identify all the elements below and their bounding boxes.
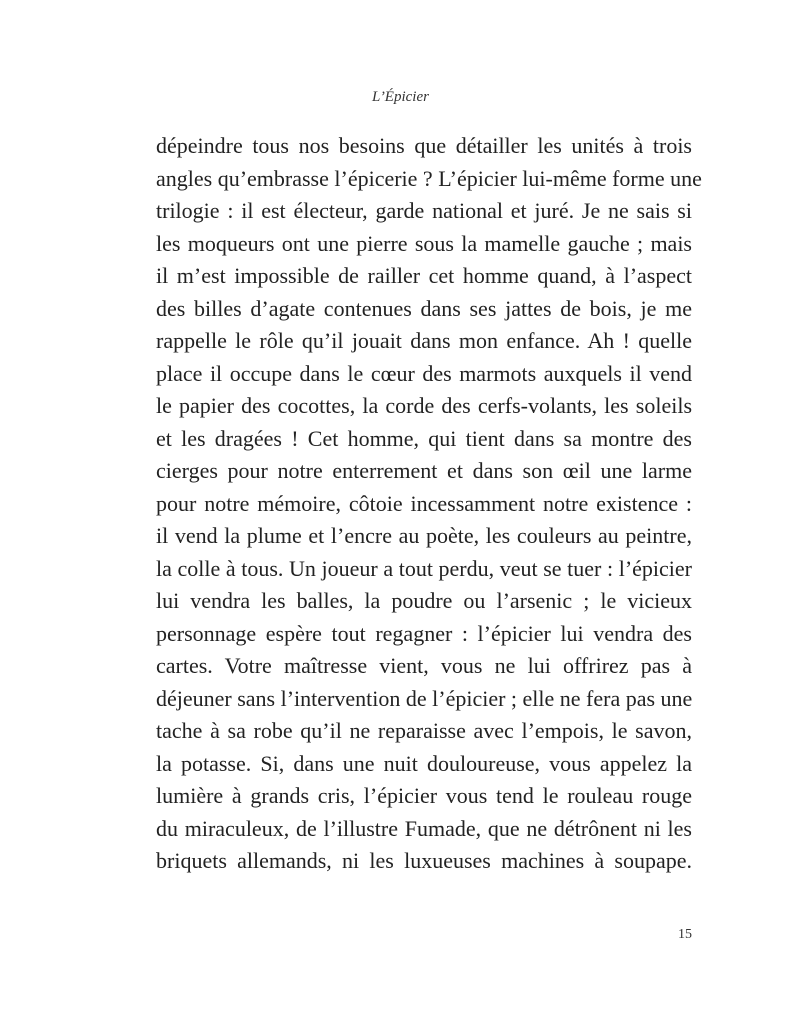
text-line: place il occupe dans le cœur des marmots auxquels il vend — [156, 360, 692, 386]
page-number: 15 — [678, 927, 692, 942]
text-line: briquets allemands, ni les luxueuses machines à soupape. — [156, 848, 692, 873]
body-text — [156, 130, 702, 878]
text-line: trilogie : il est électeur, garde national et juré. Je ne sais si — [156, 198, 692, 223]
text-line: les moqueurs ont une pierre sous la mamelle gauche ; mais — [156, 230, 692, 256]
text-line: et les dragées ! Cet homme, qui tient dans sa montre des — [156, 425, 692, 451]
text-line: la potasse. Si, dans une nuit douloureuse, vous appelez la — [156, 750, 692, 776]
text-line: cartes. Votre maîtresse vient, vous ne lui offrirez pas à — [156, 653, 692, 678]
text-line: la colle à tous. Un joueur a tout perdu, veut se tuer : l’épicier — [156, 555, 692, 581]
text-line: dépeindre tous nos besoins que détailler les unités à trois — [156, 133, 692, 158]
text-line: cierges pour notre enterrement et dans son œil une larme — [156, 458, 692, 483]
running-head: L’Épicier — [372, 89, 429, 105]
text-line: déjeuner sans l’intervention de l’épicier ; elle ne fera pas une — [156, 685, 693, 711]
text-line: le papier des cocottes, la corde des cerfs-volants, les soleils — [156, 393, 692, 418]
text-line: il m’est impossible de railler cet homme quand, à l’aspect — [156, 263, 692, 288]
text-line: tache à sa robe qu’il ne reparaisse avec l’empois, le savon, — [156, 718, 692, 743]
text-line: pour notre mémoire, côtoie incessamment notre existence : — [156, 490, 692, 516]
text-line: personnage espère tout regagner : l’épicier lui vendra des — [156, 620, 692, 646]
text-line: du miraculeux, de l’illustre Fumade, que ne détrônent ni les — [156, 815, 692, 841]
text-line: rappelle le rôle qu’il jouait dans mon enfance. Ah ! quelle — [156, 328, 692, 353]
text-line: lumière à grands cris, l’épicier vous tend le rouleau rouge — [156, 783, 692, 808]
text-line: angles qu’embrasse l’épicerie ? L’épicier lui-même forme une — [156, 165, 702, 191]
text-line: des billes d’agate contenues dans ses jattes de bois, je me — [156, 295, 692, 321]
text-line: il vend la plume et l’encre au poète, les couleurs au peintre, — [156, 523, 692, 548]
text-line: lui vendra les balles, la poudre ou l’arsenic ; le vicieux — [156, 588, 692, 613]
